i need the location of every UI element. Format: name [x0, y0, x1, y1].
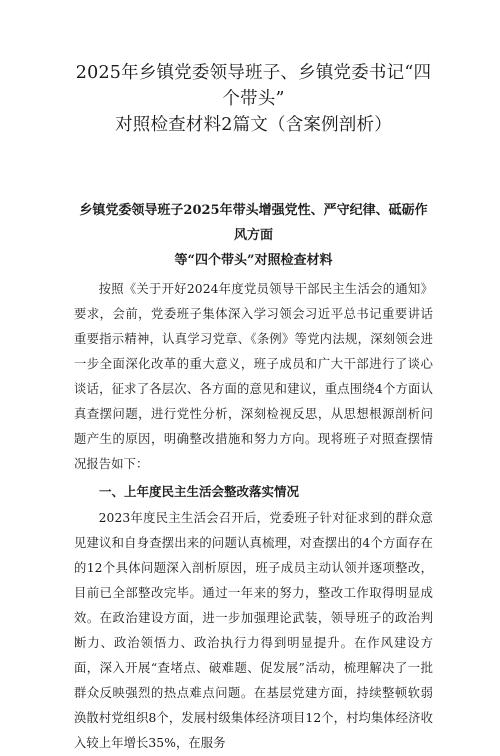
document-title: [74, 60, 433, 138]
section-heading-1: 一、上年度民主生活会整改落实情况: [99, 484, 300, 499]
section-title: [74, 198, 433, 273]
body-paragraph-1: 2023年度民主生活会召开后，党委班子针对征求到的群众意见建议和自身查摆出来的问题认真梳理，对查摆出的4个方面存在的12个具体问题深入剖析原因，班子成员主动认领并逐项整改，目前已全部整改完毕。通过一年来的努力，整改工作取得明显成效。在政治建设方面，进一步加强理论武装，领导班子的政治判断力、政治领悟力、政治执行力得到明显提升。在作风建设方面，深入开展“查堵点、破难题、促发展”活动，梳理解决了一批群众反映强烈的热点难点问题。在基层党建方面，持续整顿软弱涣散村党组织8个，发展村级集体经济项目12个，村均集体经济收入较上年增长35%，在服务: [74, 511, 433, 750]
intro-paragraph: 按照《关于开好2024年度党员领导干部民主生活会的通知》要求，会前，党委班子集体深入学习领会习近平总书记重要讲话重要指示精神，认真学习党章、《条例》等党内法规，深刻领会进一步全面深化改革的重大意义，班子成员和广大干部进行了谈心谈话，征求了各层次、各方面的意见和建议，重点围绕4个方面认真查摆问题，进行党性分析，深刻检视反思，从思想根源剖析问题产生的原因，明确整改措施和努力方向。现将班子对照查摆情况报告如下：: [74, 282, 433, 471]
section-title-line1: 乡镇党委领导班子2025年带头增强党性、严守纪律、砥砺作风方面: [79, 203, 428, 243]
document-title-line2: 对照检查材料2篇文（含案例剖析）: [115, 115, 392, 135]
section-title-line2: 等“四个带头”对照检查材料: [174, 253, 333, 268]
document-title-line1: 2025年乡镇党委领导班子、乡镇党委书记“四个带头”: [75, 63, 432, 109]
